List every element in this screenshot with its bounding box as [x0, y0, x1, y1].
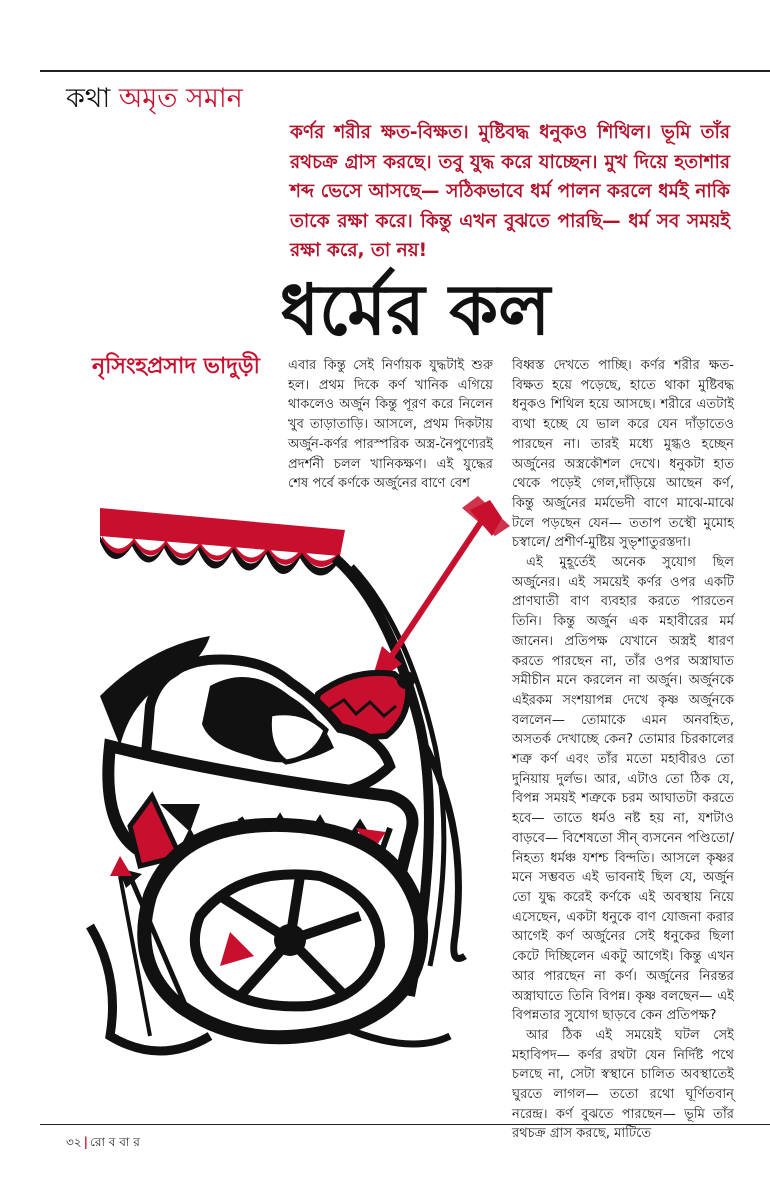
section-prefix: কথা: [66, 83, 111, 114]
chariot-illustration-icon: [90, 496, 515, 1066]
author-byline: নৃসিংহপ্রসাদ ভাদুড়ী: [92, 354, 260, 379]
bottom-rule: [40, 1124, 770, 1125]
paragraph: আর ঠিক এই সময়েই ঘটল সেই মহাবিপদ— কর্ণর রথটা যেন নির্দিষ্ট পথে চলছে না, সেটা স্বস্থানে চালিত অবস্থাতেই ঘুরতে লাগল— ততো রথো ঘূর্ণিতবান্ নরেন্দ্র। কর্ণ বুঝতে পারছেন— ভূমি তাঁর রথচক্র গ্রাস করছে, মাটিতে: [512, 1027, 734, 1142]
folio-separator: |: [83, 1135, 88, 1149]
magazine-name: রো ব বা র: [90, 1135, 140, 1149]
article-column-2: [512, 356, 734, 1142]
top-rule: [40, 70, 770, 72]
headline: ধর্মের কল: [280, 269, 551, 351]
paragraph: এবার কিন্তু সেই নির্ণায়ক যুদ্ধটাই শুরু হল। প্রথম দিকে কর্ণ খানিক এগিয়ে থাকলেও অর্জুন কিন্তু পূরণ করে নিলেন খুব তাড়াতাড়ি। আসলে, প্রথম দিকটায় অর্জুন-কর্ণর পারস্পরিক অস্ত্র-নৈপুণ্যেরই প্রদর্শনী চলল খানিকক্ষণ। এই যুদ্ধের শেষ পর্বে কর্ণকে অর্জুনের বাণে বেশ: [288, 358, 493, 492]
paragraph: এই মুহূর্তেই অনেক সুযোগ ছিল অর্জুনের। এই সময়েই কর্ণর ওপর একটি প্রাণঘাতী বাণ ব্যবহার করতে পারতেন তিনি। কিন্তু অর্জুন এক মহাবীরের মর্ম জানেন। প্রতিপক্ষ যেখানে অস্ত্রই ধারণ করতে পারছেন না, তাঁর ওপর অস্ত্রাঘাত সমীচীন মনে করলেন না অর্জুন। অর্জুনকে এইরকম সংশয়াপন্ন দেখে কৃষ্ণ অর্জুনকে বললেন— তোমাকে এমন অনবহিত, অসতর্ক দেখাচ্ছে কেন? তোমার চিরকালের শত্রু কর্ণ এবং তাঁর মতো মহাবীরও তো দুনিয়ায় দুর্লভ। আর, এটাও তো ঠিক যে, বিপন্ন সময়ই শত্রুকে চরম আঘাতটা করতে হবে— তাতে ধর্মও নষ্ট হয় না, যশটাও বাড়বে— বিশেষতো সীন্ ব্যসনেন পণ্ডিতো/ নিহত্য ধর্মঞ্চ যশশ্চ বিন্দতি। আসলে কৃষ্ণর মনে সম্ভবত এই ভাবনাই ছিল যে, অর্জুন তো যুদ্ধ করেই কর্ণকে এই অবস্থায় নিয়ে এসেছেন, একটা ধনুকে বাণ যোজনা করার আগেই কর্ণ অর্জুনের সেই ধনুকের ছিলা কেটে দিচ্ছিলেন একটু আগেই। কিন্তু এখন আর পারছেন না কর্ণ। অর্জুনের নিরন্তর অস্ত্রাঘাতে তিনি বিপন্ন। কৃষ্ণ বলছেন— এই বিপন্নতার সুযোগ ছাড়বে কেন প্রতিপক্ষ?: [512, 555, 734, 1024]
page-number: ৩২: [66, 1135, 82, 1149]
folio: [66, 1134, 140, 1150]
article-column-1: [288, 356, 493, 494]
section-title: অমৃত সমান: [118, 83, 243, 114]
paragraph: বিধ্বস্ত দেখতে পাচ্ছি। কর্ণর শরীর ক্ষত-বিক্ষত হয়ে পড়েছে, হাতে থাকা মুষ্টিবদ্ধ ধনুকও শিথিল হয়ে আসছে। শরীরে এতটাই ব্যথা হচ্ছে যে ভাল করে যেন দাঁড়াতেও পারছেন না। তারই মধ্যে মুগ্ধও হচ্ছেন অর্জুনের অস্ত্রকৌশল দেখে। ধনুকটা হাত থেকে পড়েই গেল,দাঁড়িয়ে আছেন কর্ণ, কিন্তু অর্জুনের মর্মভেদী বাণে মাঝে-মাঝে টলে পড়ছেন যেন— ততাপ তস্থৌ মুমোহ চস্বালে/ প্রশীর্ণ-মুষ্টিয় সুভৃশাতুরস্তদা।: [512, 358, 734, 551]
section-header: [66, 82, 243, 116]
pull-quote: কর্ণর শরীর ক্ষত-বিক্ষত। মুষ্টিবদ্ধ ধনুকও শিথিল। ভূমি তাঁর রথচক্র গ্রাস করছে। তবু যুদ্ধ করে যাচ্ছেন। মুখ দিয়ে হতাশার শব্দ ভেসে আসছে— সঠিকভাবে ধর্ম পালন করলে ধর্মই নাকি তাকে রক্ষা করে। কিন্তু এখন বুঝতে পারছি— ধর্ম সব সময়ই রক্ষা করে, তা নয়!: [290, 122, 730, 261]
